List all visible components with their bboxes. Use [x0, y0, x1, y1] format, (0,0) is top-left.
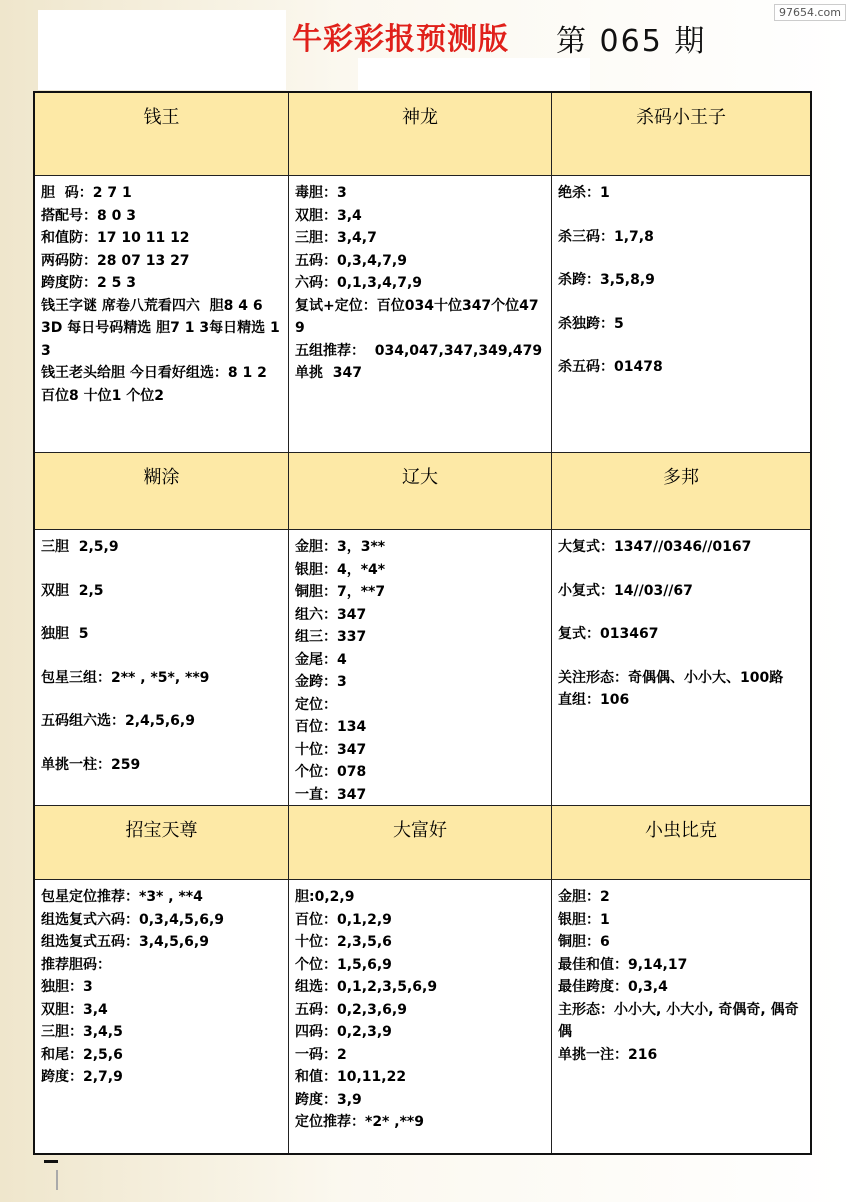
- text-line: 双胆：3,4: [41, 1001, 108, 1018]
- text-line: 金胆：3，3**: [295, 539, 386, 555]
- text-line: 3D 每日号码精选 胆7 1 3每日精选 1 3: [41, 320, 285, 359]
- cell-title: 神龙: [289, 93, 551, 176]
- text-line: 主形态：小小大, 小大小, 奇偶奇, 偶奇偶: [558, 1001, 799, 1040]
- cell-title: 辽大: [289, 453, 551, 530]
- text-line: 金胆：2: [558, 889, 610, 905]
- text-line: 跨度：3,9: [295, 1091, 362, 1108]
- text-line: 钱王字谜 席卷八荒看四六 胆8 4 6: [41, 297, 263, 314]
- text-line: 钱王老头给胆 今日看好组选：8 1 2: [41, 365, 267, 381]
- text-line: 四码：0,2,3,9: [295, 1024, 392, 1040]
- cell-title: 多邦: [552, 453, 810, 530]
- text-line: 金尾：4: [295, 651, 347, 668]
- cell-shenlong: [289, 93, 552, 453]
- text-line: 百位8 十位1 个位2: [41, 387, 164, 404]
- text-line: 五码组六选：2,4,5,6,9: [41, 713, 195, 729]
- text-line: 一直：347: [295, 786, 367, 803]
- text-line: 最佳跨度：0,3,4: [558, 979, 668, 995]
- text-line: 直组：106: [558, 692, 630, 708]
- text-line: 搭配号：8 0 3: [41, 207, 136, 224]
- cell-body: [289, 530, 551, 805]
- header-white-band-mid: [358, 58, 590, 90]
- text-line: 胆 码：2 7 1: [41, 185, 132, 201]
- text-line: 包星定位推荐：*3* , **4: [41, 889, 203, 905]
- text-line: 组选复式五码：3,4,5,6,9: [41, 934, 209, 950]
- text-line: 单挑 347: [295, 365, 362, 381]
- cell-shama: [552, 93, 810, 453]
- text-line: 关注形态：奇偶偶、小小大、100路: [558, 669, 784, 686]
- cell-qianwang: [35, 93, 289, 453]
- cell-title: 大富好: [289, 806, 551, 880]
- text-line: 五码：0,2,3,6,9: [295, 1001, 407, 1018]
- cell-title: 招宝天尊: [35, 806, 288, 880]
- text-line: 和值：10,11,22: [295, 1069, 407, 1085]
- text-line: 双胆：3,4: [295, 207, 362, 224]
- text-line: 百位：134: [295, 719, 367, 735]
- text-line: 铜胆：7，**7: [295, 584, 386, 600]
- text-line: 杀三码：1,7,8: [558, 228, 654, 245]
- text-line: 小复式：14//03//67: [558, 582, 693, 599]
- header-white-band: [38, 10, 286, 90]
- text-line: 三胆 2,5,9: [41, 539, 119, 555]
- page-title: 牛彩彩报预测版: [292, 22, 509, 57]
- text-line: 杀跨：3,5,8,9: [558, 272, 655, 288]
- text-line: 一码：2: [295, 1046, 347, 1063]
- text-line: 单挑一注：216: [558, 1046, 658, 1063]
- text-line: 最佳和值：9,14,17: [558, 956, 688, 973]
- text-line: 独胆 5: [41, 626, 89, 642]
- text-line: 百位：0,1,2,9: [295, 911, 392, 928]
- cell-liaoda: [289, 453, 552, 806]
- text-line: 三胆：3,4,5: [41, 1024, 123, 1040]
- text-line: 复式：013467: [558, 626, 659, 642]
- text-line: 定位推荐：*2* ,**9: [295, 1114, 424, 1130]
- text-line: 组选复式六码：0,3,4,5,6,9: [41, 911, 225, 928]
- cell-title: 钱王: [35, 93, 288, 176]
- cell-body: [35, 880, 288, 1153]
- text-line: 和值防：17 10 11 12: [41, 230, 190, 246]
- cell-title: 糊涂: [35, 453, 288, 530]
- text-line: 跨度防：2 5 3: [41, 275, 136, 291]
- text-line: 杀五码：01478: [558, 359, 663, 375]
- text-line: 五组推荐： 034,047,347,349,479: [295, 342, 543, 359]
- text-line: 杀独跨：5: [558, 315, 624, 332]
- cell-body: [289, 880, 551, 1153]
- text-line: 三胆：3,4,7: [295, 230, 377, 246]
- text-line: 组选：0,1,2,3,5,6,9: [295, 979, 438, 995]
- footer-mark-line: [56, 1170, 58, 1190]
- text-line: 两码防：28 07 13 27: [41, 252, 190, 269]
- text-line: 单挑一柱：259: [41, 756, 141, 773]
- text-line: 铜胆：6: [558, 934, 610, 950]
- text-line: 毒胆：3: [295, 185, 347, 201]
- text-line: 和尾：2,5,6: [41, 1046, 123, 1063]
- text-line: 个位：1,5,6,9: [295, 956, 392, 973]
- text-line: 金跨：3: [295, 674, 347, 690]
- text-line: 组三：337: [295, 629, 367, 645]
- cell-body: [35, 530, 288, 805]
- text-line: 组六：347: [295, 606, 367, 623]
- text-line: 双胆 2,5: [41, 582, 104, 599]
- footer-mark: [44, 1160, 58, 1163]
- cell-body: [552, 880, 810, 1153]
- text-line: 五码：0,3,4,7,9: [295, 252, 407, 269]
- cell-duobang: [552, 453, 810, 806]
- prediction-grid: [33, 91, 812, 1155]
- cell-body: [289, 176, 551, 452]
- text-line: 复试+定位：百位034十位347个位479: [295, 297, 539, 336]
- cell-body: [552, 176, 810, 452]
- text-line: 大复式：1347//0346//0167: [558, 539, 752, 555]
- text-line: 独胆：3: [41, 979, 93, 995]
- text-line: 胆:0,2,9: [295, 889, 355, 905]
- cell-zhaobao: [35, 806, 289, 1153]
- text-line: 银胆：1: [558, 911, 610, 928]
- cell-hutu: [35, 453, 289, 806]
- text-line: 十位：347: [295, 741, 367, 758]
- text-line: 绝杀：1: [558, 185, 610, 201]
- text-line: 银胆：4，*4*: [295, 561, 386, 578]
- text-line: 十位：2,3,5,6: [295, 934, 392, 950]
- cell-xiaochong: [552, 806, 810, 1153]
- text-line: 包星三组：2** , *5*, **9: [41, 669, 210, 686]
- text-line: 个位：078: [295, 764, 367, 780]
- cell-body: [35, 176, 288, 452]
- text-line: 推荐胆码：: [41, 956, 111, 973]
- issue-number: 第 065 期: [556, 24, 707, 59]
- site-watermark[interactable]: 97654.com: [774, 4, 846, 21]
- text-line: 六码：0,1,3,4,7,9: [295, 275, 423, 291]
- cell-title: 小虫比克: [552, 806, 810, 880]
- cell-title: 杀码小王子: [552, 93, 810, 176]
- text-line: 定位：: [295, 696, 337, 713]
- cell-dafuhao: [289, 806, 552, 1153]
- cell-body: [552, 530, 810, 805]
- text-line: 跨度：2,7,9: [41, 1069, 123, 1085]
